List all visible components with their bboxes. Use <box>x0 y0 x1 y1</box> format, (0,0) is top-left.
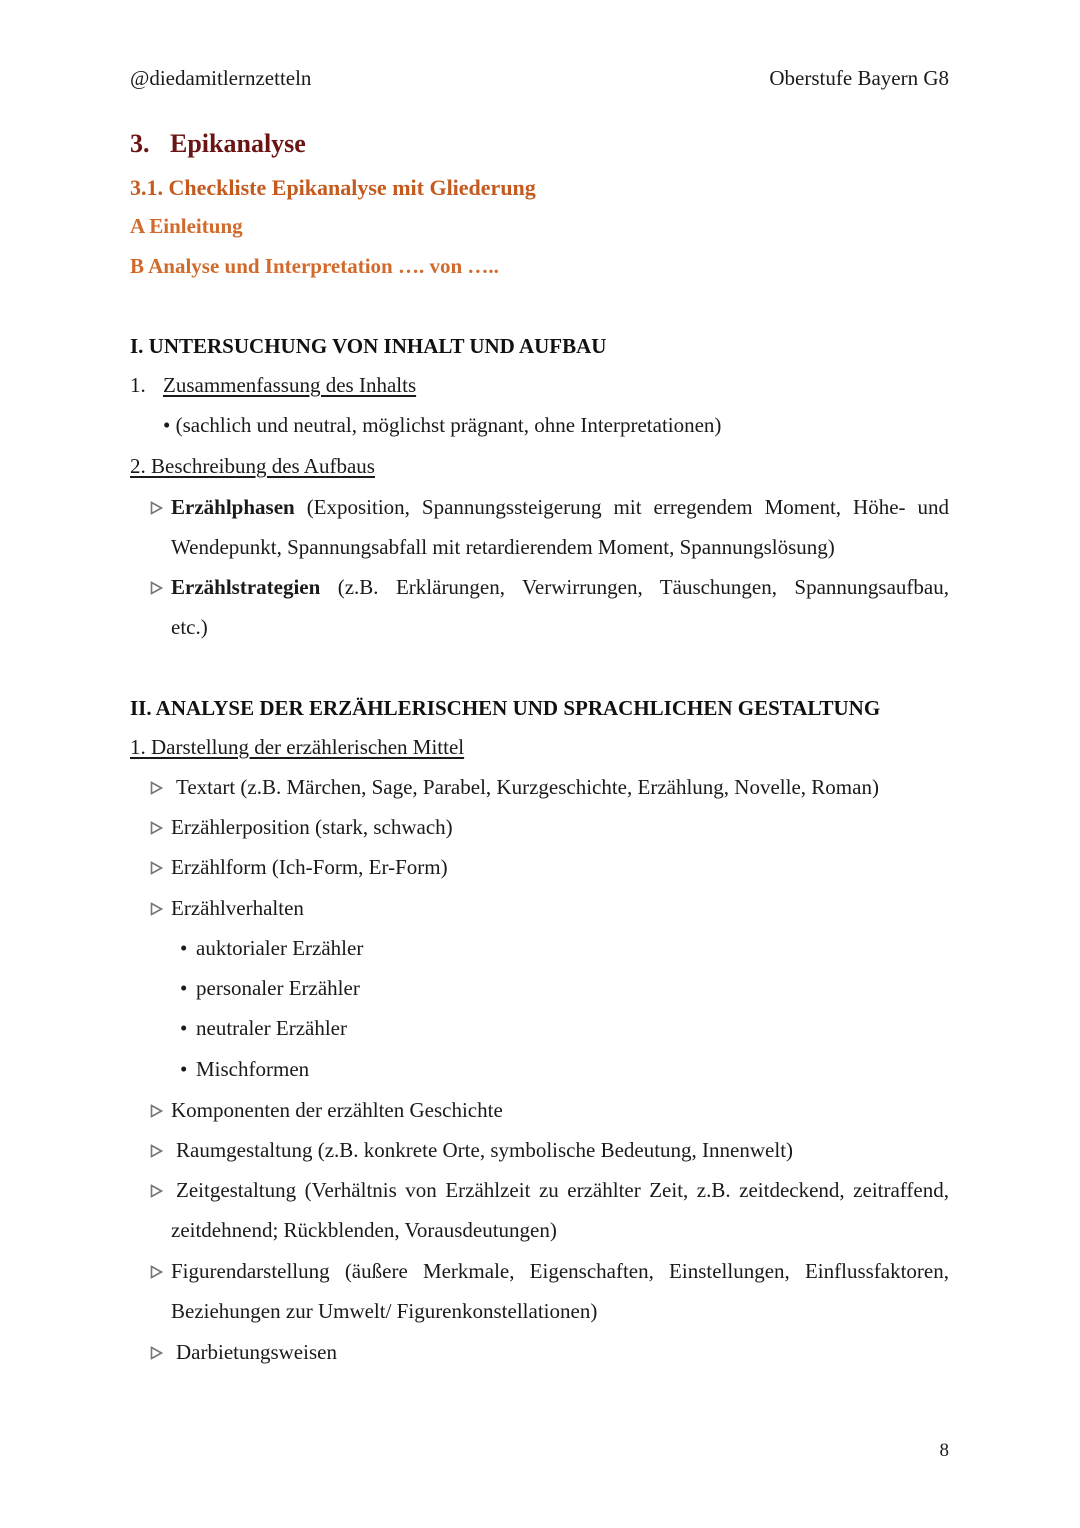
triangle-bullet-icon <box>150 1265 163 1279</box>
bullet-dot: • <box>180 936 188 960</box>
section1-item1-bullet <box>163 413 721 438</box>
zeitgestaltung-cont: zeitdehnend; Rückblenden, Vorausdeutungen) <box>171 1218 557 1242</box>
subtitle: 3.1. Checkliste Epikanalyse mit Gliederung <box>130 175 536 200</box>
zeitgestaltung-item: Zeitgestaltung (Verhältnis von Erzählzeit zu erzählter Zeit, z.B. zeitdeckend, zeitraffend, <box>176 1178 949 1202</box>
komponenten-item: Komponenten der erzählten Geschichte <box>171 1098 503 1122</box>
title-text: Epikanalyse <box>170 129 306 158</box>
verhalten-subitem: neutraler Erzähler <box>196 1016 347 1040</box>
verhalten-subitem: auktorialer Erzähler <box>196 936 364 960</box>
bullet-dot: • <box>163 413 176 437</box>
bullet-dot: • <box>180 1057 188 1081</box>
erzaehlphasen-line <box>171 487 949 527</box>
erzaehlphasen-cont: Wendepunkt, Spannungsabfall mit retardierendem Moment, Spannungslösung) <box>171 535 835 559</box>
verhalten-subitem: Mischformen <box>196 1057 310 1081</box>
section1-item2-title: 2. Beschreibung des Aufbaus <box>130 454 375 478</box>
erzaehlform-item: Erzählform (Ich-Form, Er-Form) <box>171 855 448 879</box>
textart-item: Textart (z.B. Märchen, Sage, Parabel, Kurzgeschichte, Erzählung, Novelle, Roman) <box>176 775 879 799</box>
triangle-bullet-icon <box>150 1144 163 1158</box>
triangle-bullet-icon <box>150 501 163 515</box>
erzaehlstrategien-desc: (z.B. Erklärungen, Verwirrungen, Täuschungen, Spannungsaufbau, <box>337 575 949 599</box>
triangle-bullet-icon <box>150 902 163 916</box>
figurendarstellung-cont: Beziehungen zur Umwelt/ Figurenkonstellationen) <box>171 1299 598 1323</box>
darbietungsweisen-item: Darbietungsweisen <box>176 1340 337 1364</box>
bullet-dot: • <box>180 1016 188 1040</box>
erzaehlverhalten-item: Erzählverhalten <box>171 896 304 920</box>
erzaehlphasen-desc: (Exposition, Spannungssteigerung mit erregendem Moment, Höhe- und <box>306 495 949 519</box>
section1-item1-title: Zusammenfassung des Inhalts <box>163 373 417 397</box>
erzaehlstrategien-term: Erzählstrategien <box>171 575 321 599</box>
section1-item1-number: 1. <box>130 373 146 397</box>
page-title <box>130 129 306 159</box>
raumgestaltung-item: Raumgestaltung (z.B. konkrete Orte, symbolische Bedeutung, Innenwelt) <box>176 1138 794 1162</box>
erzaehlphasen-term: Erzählphasen <box>171 495 295 519</box>
intro-a: A Einleitung <box>130 214 243 238</box>
title-number: 3. <box>130 129 150 158</box>
page-number: 8 <box>939 1440 949 1461</box>
triangle-bullet-icon <box>150 861 163 875</box>
figurendarstellung-item: Figurendarstellung (äußere Merkmale, Eigenschaften, Einstellungen, Einflussfaktoren, <box>171 1259 949 1283</box>
triangle-bullet-icon <box>150 1346 163 1360</box>
header-right: Oberstufe Bayern G8 <box>769 66 949 90</box>
bullet-text: (sachlich und neutral, möglichst prägnant, ohne Interpretationen) <box>175 413 722 437</box>
header-left: @diedamitlernzetteln <box>130 66 312 90</box>
erzaehlstrategien-line <box>171 567 949 607</box>
triangle-bullet-icon <box>150 1184 163 1198</box>
triangle-bullet-icon <box>150 1104 163 1118</box>
section2-heading: II. ANALYSE DER ERZÄHLERISCHEN UND SPRACHLICHEN GESTALTUNG <box>130 696 881 720</box>
triangle-bullet-icon <box>150 821 163 835</box>
triangle-bullet-icon <box>150 781 163 795</box>
triangle-bullet-icon <box>150 581 163 595</box>
section1-heading: I. UNTERSUCHUNG VON INHALT UND AUFBAU <box>130 334 607 358</box>
section2-item1-title: 1. Darstellung der erzählerischen Mittel <box>130 735 465 759</box>
erzaehlstrategien-cont: etc.) <box>171 615 208 639</box>
bullet-dot: • <box>180 976 188 1000</box>
erzaehlerposition-item: Erzählerposition (stark, schwach) <box>171 815 453 839</box>
verhalten-subitem: personaler Erzähler <box>196 976 360 1000</box>
intro-b: B Analyse und Interpretation …. von ….. <box>130 254 499 278</box>
